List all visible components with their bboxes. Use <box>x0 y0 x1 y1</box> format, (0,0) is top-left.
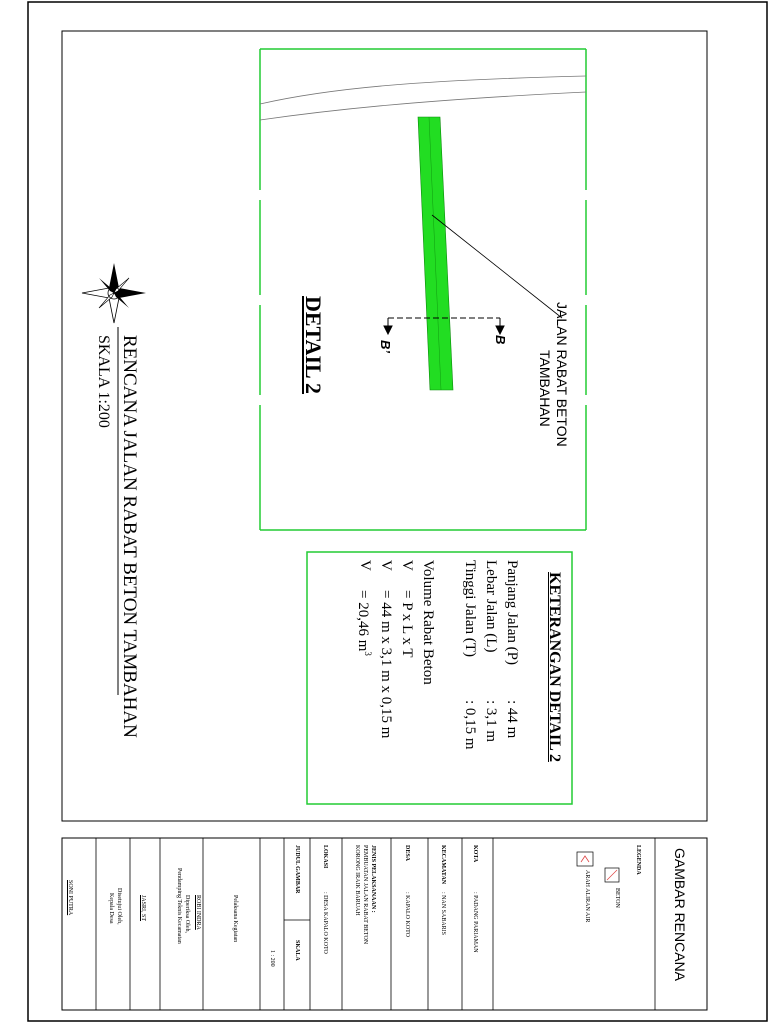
keterangan-box <box>307 552 572 804</box>
callout-label-line2: TAMBAHAN <box>537 350 553 427</box>
volume-expression: = P x L x T <box>399 590 415 658</box>
keterangan-row-label: Tinggi Jalan (T) <box>462 560 478 657</box>
judul-gambar-label: JUDUL GAMBAR <box>294 845 300 894</box>
diperiksa-role: Pendamping Teknis Kecamatan <box>176 868 182 944</box>
info-value-jenis-2: KORONG IRAIK BARUAH <box>354 845 360 916</box>
info-value-desa: : KAPALO KOTO <box>404 892 410 938</box>
legend-item-label: ARAH ALIRAN AIR <box>584 870 590 923</box>
disetujui-name: SONI PUTRA <box>67 880 73 916</box>
volume-title: Volume Rabat Beton <box>420 560 436 685</box>
volume-symbol: V <box>378 560 394 571</box>
callout-label-line1: JALAN RABAT BETON <box>554 302 570 447</box>
legend-heading: LEGENDA <box>635 845 641 875</box>
existing-road-edge <box>260 76 586 104</box>
keterangan-row-value: : 0,15 m <box>462 700 478 750</box>
info-label-kecamatan: KECAMATAN <box>440 845 446 885</box>
info-label-kota: KOTA <box>472 845 478 863</box>
volume-symbol: V <box>399 560 415 571</box>
pelaksana-name: ROBI INDRA <box>195 895 201 930</box>
disetujui-role: Kepala Desa <box>108 893 114 924</box>
diperiksa-label: Diperiksa Oleh, <box>184 895 190 933</box>
disetujui-label: Disetujui Oleh, <box>116 888 122 925</box>
diperiksa-name: JASRI, ST <box>140 895 146 922</box>
pelaksana-label: Pelaksana Kegiatan <box>232 895 238 943</box>
plan-title: RENCANA JALAN RABAT BETON TAMBAHAN <box>119 335 140 738</box>
volume-expression <box>354 590 373 656</box>
info-value-kota: : PADANG PARIAMAN <box>472 892 478 953</box>
concrete-hatch-icon <box>605 868 619 882</box>
volume-symbol: V <box>357 560 373 571</box>
keterangan-row-value: : 3,1 m <box>483 700 499 743</box>
keterangan-row-label: Lebar Jalan (L) <box>483 560 499 653</box>
info-label-jenis: JENIS PELAKSANAAN : <box>370 845 376 913</box>
keterangan-row-label: Panjang Jalan (P) <box>504 560 520 665</box>
info-value-jenis: PEMBUATAN JALAN RABAT BETON <box>362 845 368 945</box>
info-value-lokasi: : DESA KAPALO KOTO <box>322 892 328 954</box>
keterangan-title: KETERANGAN DETAIL 2 <box>546 572 563 762</box>
skala-value: 1 : 200 <box>269 950 275 967</box>
skala-label: SKALA <box>294 940 300 961</box>
info-value-kecamatan: : NAN SABARIS <box>440 892 446 936</box>
volume-expression: = 44 m x 3,1 m x 0,15 m <box>378 590 394 739</box>
compass-rose-icon <box>82 263 146 323</box>
volume-result: = 20,46 m <box>355 590 371 652</box>
volume-unit-exponent: 3 <box>363 651 373 656</box>
info-label-desa: DESA <box>404 845 410 862</box>
water-flow-arrow-icon <box>577 852 593 866</box>
keterangan-row-value: : 44 m <box>504 700 520 739</box>
existing-road-edge-2 <box>260 92 586 120</box>
sheet-title: GAMBAR RENCANA <box>672 848 688 982</box>
plan-scale: SKALA 1:200 <box>95 335 112 428</box>
section-label-b-prime: B’ <box>378 340 393 353</box>
callout-leader <box>432 215 562 318</box>
legend-item-label: BETON <box>614 888 620 908</box>
concrete-road-segment <box>418 117 453 390</box>
detail-title: DETAIL 2 <box>301 296 326 395</box>
info-label-lokasi: LOKASI <box>322 845 328 869</box>
section-label-b: B <box>493 335 508 345</box>
title-block-frame <box>62 838 707 1010</box>
